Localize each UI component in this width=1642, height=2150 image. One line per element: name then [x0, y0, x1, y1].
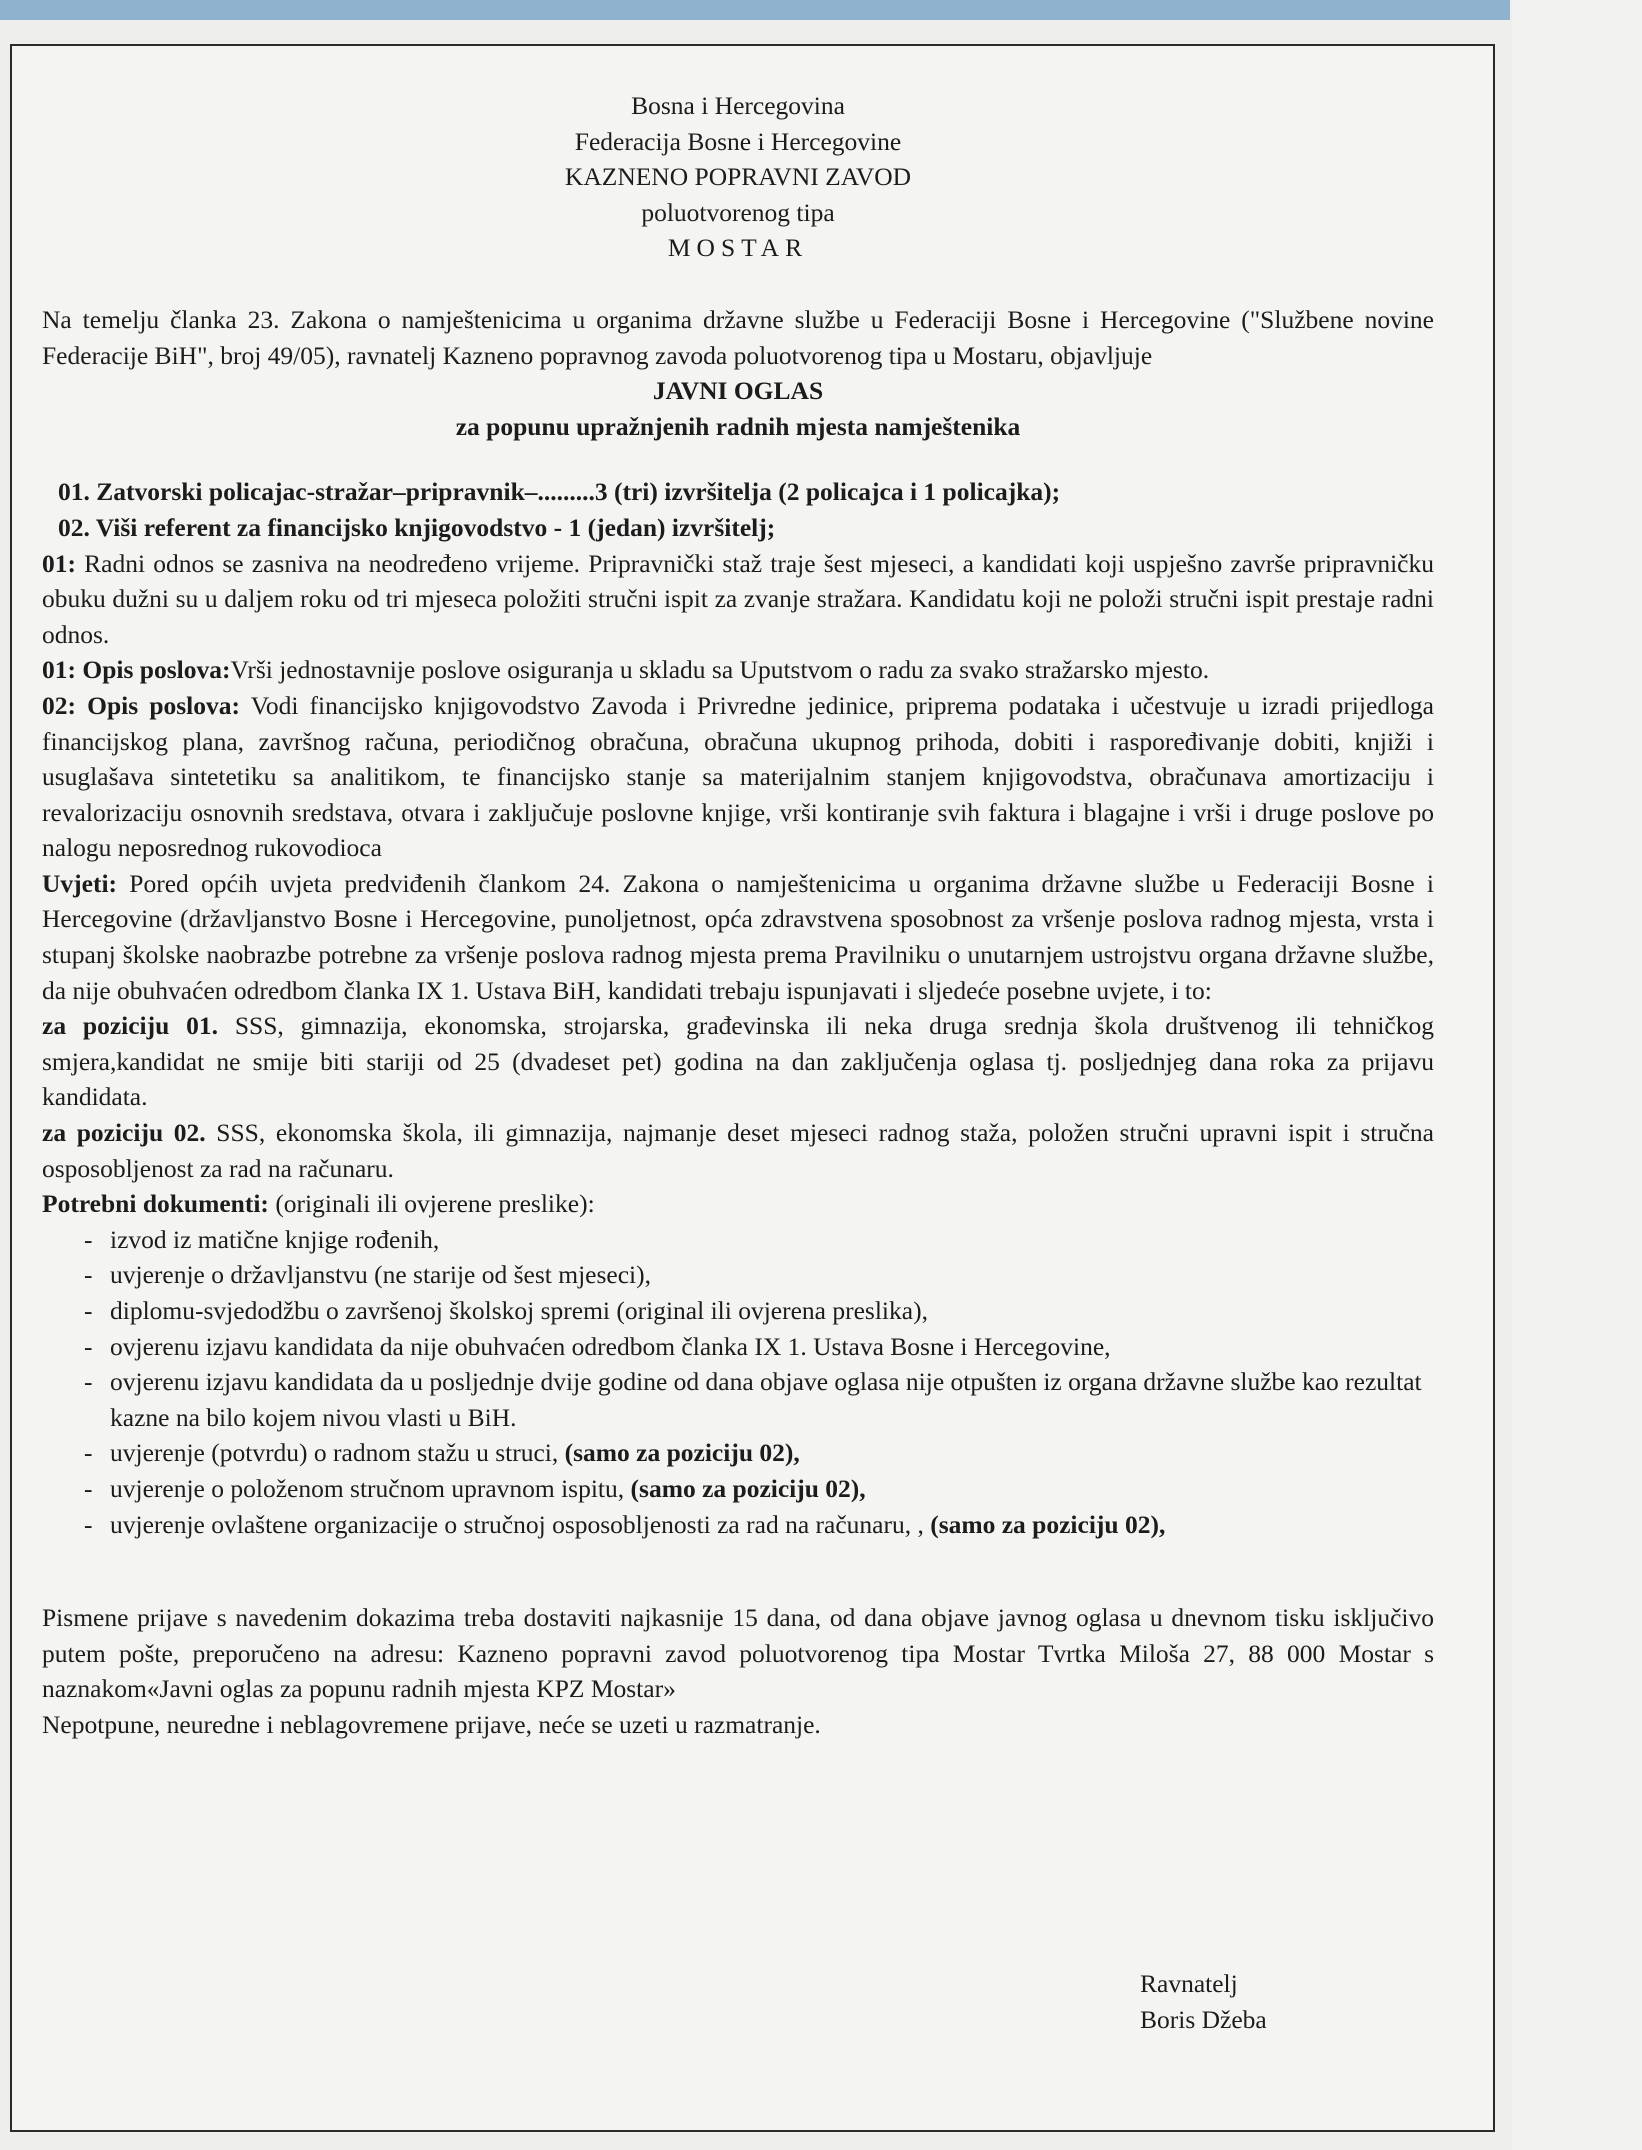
section-text: Pored općih uvjeta predviđenih člankom 24. Zakona o namještenicima u organima državne službe u Federaciji Bosne i Hercegovine (državljanstvo Bosne i Hercegovine, punoljetnost, opća zdravstvena sposobnost za vršenje poslova radnog mjesta, vrsta i stupanj školske naobrazbe potrebne za vršenje poslova radnog mjesta prema Pravilniku o unutarnjem ustrojstvu organa državne službe, da nije obuhvaćen odredbom članka IX 1. Ustava BiH, kandidati trebaju ispunjavati i sljedeće posebne uvjete, i to:: [42, 868, 1434, 1005]
list-item: - uvjerenje o položenom stručnom upravnom ispitu, (samo za poziciju 02),: [84, 1471, 1434, 1507]
section-duties-01: [42, 652, 1434, 688]
section-label: Uvjeti:: [42, 868, 118, 898]
position-02: 02. Viši referent za financijsko knjigovodstvo - 1 (jedan) izvršitelj;: [58, 512, 776, 542]
list-item: - uvjerenje (potvrdu) o radnom stažu u struci, (samo za poziciju 02),: [84, 1435, 1434, 1471]
section-label: za poziciju 02.: [42, 1118, 206, 1148]
header-country: Bosna i Hercegovina: [631, 91, 845, 120]
section-documents: [42, 1186, 1434, 1222]
header-federation: Federacija Bosne i Hercegovine: [574, 126, 902, 156]
signature-name: Boris Džeba: [1140, 2005, 1267, 2034]
section-employment-terms: [42, 546, 1434, 653]
header-city: MOSTAR: [667, 233, 809, 263]
list-item: - ovjerenu izjavu kandidata da u posljednje dvije godine od dana objave oglasa nije otpušten iz organa državne službe kao rezultat kazne na bilo kojem nivou vlasti u BiH.: [84, 1364, 1434, 1435]
section-requirements-01: [42, 1008, 1434, 1115]
section-text: (originali ili ovjerene preslike):: [268, 1189, 595, 1219]
section-text: Radni odnos se zasniva na neodređeno vrijeme. Pripravnički staž traje šest mjeseci, a kandidati koji uspješno završe pripravničku obuku dužni su u daljem roku od tri mjeseca položiti stručni ispit za zvanje stražara. Kandidatu koji ne položi stručni ispit prestaje radni odnos.: [42, 548, 1434, 649]
newspaper-top-strip: [0, 0, 1510, 20]
announcement-subtitle: za popunu upražnjenih radnih mjesta namještenika: [455, 411, 1021, 441]
section-conditions: [42, 866, 1434, 1008]
header-institution: KAZNENO POPRAVNI ZAVOD: [564, 162, 912, 192]
position-01: 01. Zatvorski policajac-stražar–pripravnik–.........3 (tri) izvršitelja (2 policajca i 1 policajka);: [58, 477, 1061, 507]
closing-incomplete-note: Nepotpune, neuredne i neblagovremene prijave, neće se uzeti u razmatranje.: [42, 1709, 821, 1739]
page-right-margin: [1512, 0, 1642, 2150]
section-text: SSS, gimnazija, ekonomska, strojarska, građevinska ili neka druga srednja škola društvenog ili tehničkog smjera,kandidat ne smije biti stariji od 25 (dvadeset pet) godina na dan zaključenja oglasa tj. posljednjeg dana roka za prijavu kandidata.: [42, 1011, 1434, 1112]
intro-paragraph: Na temelju članka 23. Zakona o namještenicima u organima državne službe u Federaciji Bosne i Hercegovine ("Službene novine Federacije BiH", broj 49/05), ravnatelj Kazneno popravnog zavoda poluotvorenog tipa u Mostaru, objavljuje: [42, 304, 1434, 370]
required-documents-list: [42, 1222, 1434, 1542]
section-label: 01:: [42, 548, 76, 578]
list-item: - diplomu-svjedodžbu o završenoj školskoj spremi (original ili ovjerena preslika),: [84, 1293, 1434, 1329]
section-label: Potrebni dokumenti:: [42, 1189, 269, 1219]
section-duties-02: [42, 688, 1434, 866]
list-item: - uvjerenje o državljanstvu (ne starije od šest mjeseci),: [84, 1257, 1434, 1293]
closing-submission-paragraph: Pismene prijave s navedenim dokazima treba dostaviti najkasnije 15 dana, od dana objave javnog oglasa u dnevnom tisku isključivo putem pošte, preporučeno na adresu: Kazneno popravni zavod poluotvorenog tipa Mostar Tvrtka Miloša 27, 88 000 Mostar s naznakom«Javni oglas za popunu radnih mjesta KPZ Mostar»: [42, 1603, 1434, 1704]
section-requirements-02: [42, 1115, 1434, 1186]
list-item: - ovjerenu izjavu kandidata da nije obuhvaćen odredbom članka IX 1. Ustava Bosne i Hercegovine,: [84, 1329, 1434, 1365]
list-item: - uvjerenje ovlaštene organizacije o stručnoj osposobljenosti za rad na računaru, , (samo za poziciju 02),: [84, 1507, 1434, 1543]
announcement-body: [42, 88, 1434, 1743]
section-text: SSS, ekonomska škola, ili gimnazija, najmanje deset mjeseci radnog staža, položen stručni upravni ispit i stručna osposobljenost za rad na računaru.: [42, 1118, 1434, 1183]
announcement-title: JAVNI OGLAS: [652, 376, 824, 406]
section-label: 02: Opis poslova:: [42, 690, 240, 720]
section-text: Vrši jednostavnije poslove osiguranja u skladu sa Uputstvom o radu za svako stražarsko mjesto.: [230, 655, 1210, 685]
section-label: za poziciju 01.: [42, 1011, 219, 1041]
section-text: Vodi financijsko knjigovodstvo Zavoda i Privredne jedinice, priprema podataka i učestvuje u izradi prijedloga financijskog plana, završnog računa, periodičnog obračuna, obračuna ukupnog prihoda, dobiti i raspoređivanje dobiti, knjiži i usuglašava sintetetiku sa analitikom, te financijsko stanje sa materijalnim stanjem knjigovodstva, obračunava amortizaciju i revalorizaciju osnovnih sredstava, otvara i zaključuje poslovne knjige, vrši kontiranje svih faktura i blagajne i vrši i druge poslove po nalogu neposrednog rukovodioca: [42, 690, 1434, 863]
list-item: - izvod iz matične knjige rođenih,: [84, 1222, 1434, 1258]
section-label: 01: Opis poslova:: [42, 655, 231, 685]
signature-block: [1140, 1966, 1267, 2038]
header-type: poluotvorenog tipa: [641, 197, 835, 227]
signature-role: Ravnatelj: [1140, 1969, 1238, 1998]
